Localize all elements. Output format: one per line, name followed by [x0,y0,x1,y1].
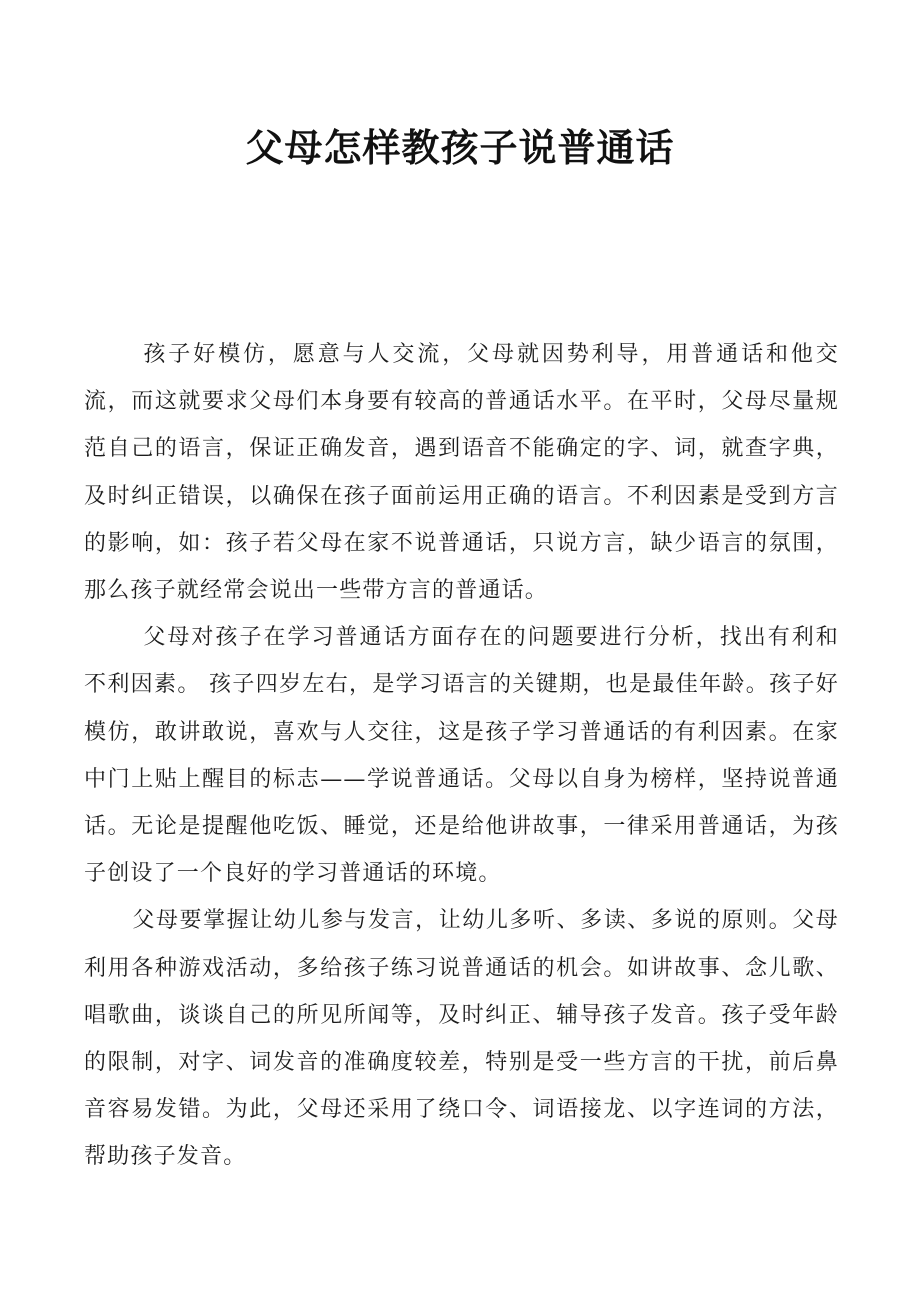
document-body [84,331,839,1181]
paragraph-2: 父母对孩子在学习普通话方面存在的问题要进行分析，找出有利和不利因素。 孩子四岁左右，是学习语言的关键期，也是最佳年龄。孩子好模仿，敢讲敢说，喜欢与人交往，这是孩子学习普通话的有利因素。在家中门上贴上醒目的标志——学说普通话。父母以自身为榜样，坚持说普通话。无论是提醒他吃饭、睡觉，还是给他讲故事，一律采用普通话，为孩子创设了一个良好的学习普通话的环境。 [84,625,839,887]
document-title: 父母怎样教孩子说普通话 [245,126,675,170]
paragraph-1: 孩子好模仿，愿意与人交流，父母就因势利导，用普通话和他交流，而这就要求父母们本身要有较高的普通话水平。在平时，父母尽量规范自己的语言，保证正确发音，遇到语音不能确定的字、词，就查字典，及时纠正错误，以确保在孩子面前运用正确的语言。不利因素是受到方言的影响，如：孩子若父母在家不说普通话，只说方言，缺少语言的氛围，那么孩子就经常会说出一些带方言的普通话。 [84,342,839,604]
paragraph-3: 父母要掌握让幼儿参与发言，让幼儿多听、多读、多说的原则。父母利用各种游戏活动，多给孩子练习说普通话的机会。如讲故事、念儿歌、唱歌曲，谈谈自己的所见所闻等，及时纠正、辅导孩子发音。孩子受年龄的限制，对字、词发音的准确度较差，特别是受一些方言的干扰，前后鼻音容易发错。为此，父母还采用了绕口令、词语接龙、以字连词的方法，帮助孩子发音。 [84,908,839,1170]
